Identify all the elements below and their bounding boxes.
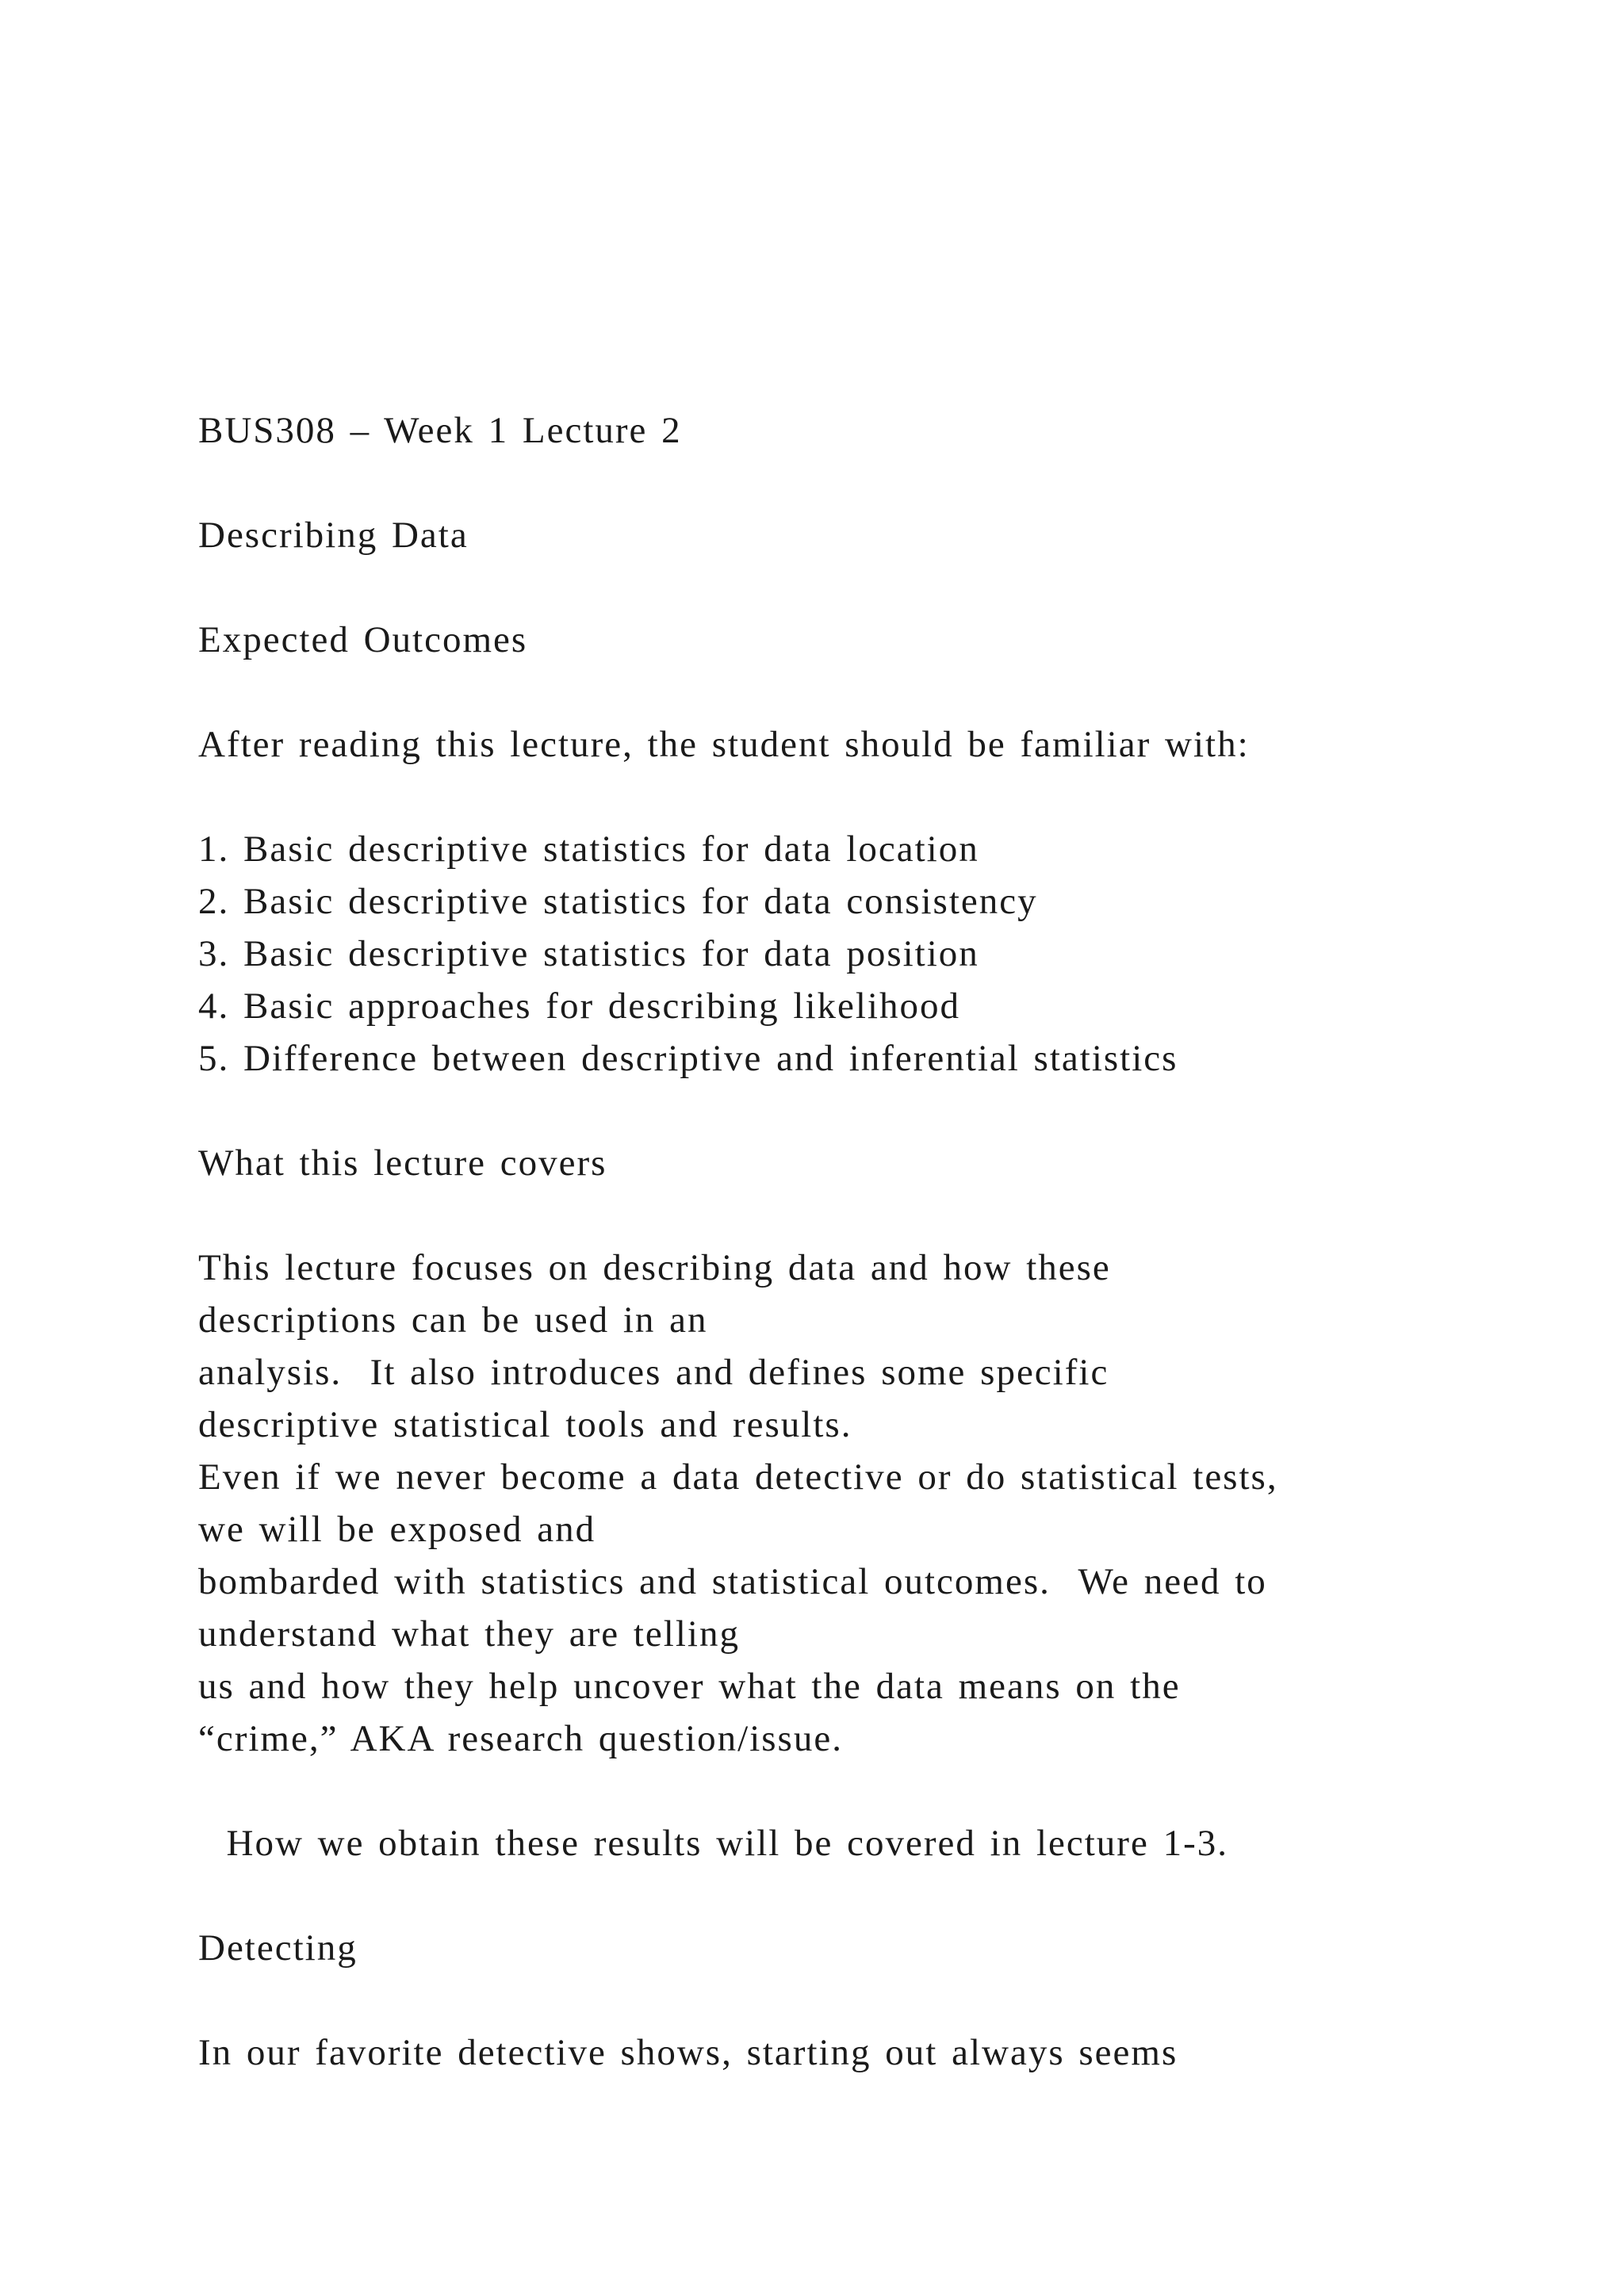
paragraph-line: us and how they help uncover what the data means on the (198, 1666, 1181, 1707)
paragraph-line: This lecture focuses on describing data and how these (198, 1247, 1111, 1288)
spacer (198, 666, 1507, 718)
detecting-heading: Detecting (198, 1927, 358, 1969)
paragraph-line: we will be exposed and (198, 1509, 596, 1550)
outcomes-intro: After reading this lecture, the student should be familiar with: (198, 724, 1250, 765)
spacer (198, 457, 1507, 509)
outcome-item: 2. Basic descriptive statistics for data consistency (198, 881, 1038, 922)
spacer (198, 1974, 1507, 2026)
detecting-paragraph-start: In our favorite detective shows, starting out always seems (198, 2032, 1178, 2073)
outcome-item: 4. Basic approaches for describing likelihood (198, 985, 960, 1027)
outcome-item: 1. Basic descriptive statistics for data location (198, 828, 979, 870)
outcome-item: 3. Basic descriptive statistics for data position (198, 933, 979, 974)
covers-heading: What this lecture covers (198, 1142, 607, 1184)
results-note: How we obtain these results will be covered in lecture 1-3. (198, 1823, 1228, 1864)
paragraph-line: analysis. It also introduces and defines some specific (198, 1352, 1109, 1393)
spacer (198, 1085, 1507, 1137)
paragraph-line: descriptive statistical tools and results. (198, 1404, 852, 1445)
paragraph-line: understand what they are telling (198, 1613, 740, 1655)
paragraph-line: “crime,” AKA research question/issue. (198, 1718, 843, 1759)
paragraph-line: bombarded with statistics and statistical outcomes. We need to (198, 1561, 1267, 1602)
document-subtitle: Describing Data (198, 515, 469, 556)
paragraph-line: Even if we never become a data detective or do statistical tests, (198, 1456, 1278, 1498)
spacer (198, 771, 1507, 823)
document-title: BUS308 – Week 1 Lecture 2 (198, 410, 682, 451)
spacer (198, 1189, 1507, 1242)
spacer (198, 1869, 1507, 1922)
document-body (198, 404, 1507, 2079)
spacer (198, 561, 1507, 614)
spacer (198, 1765, 1507, 1817)
outcome-item: 5. Difference between descriptive and inferential statistics (198, 1038, 1178, 1079)
outcomes-heading: Expected Outcomes (198, 619, 528, 660)
paragraph-line: descriptions can be used in an (198, 1299, 708, 1341)
